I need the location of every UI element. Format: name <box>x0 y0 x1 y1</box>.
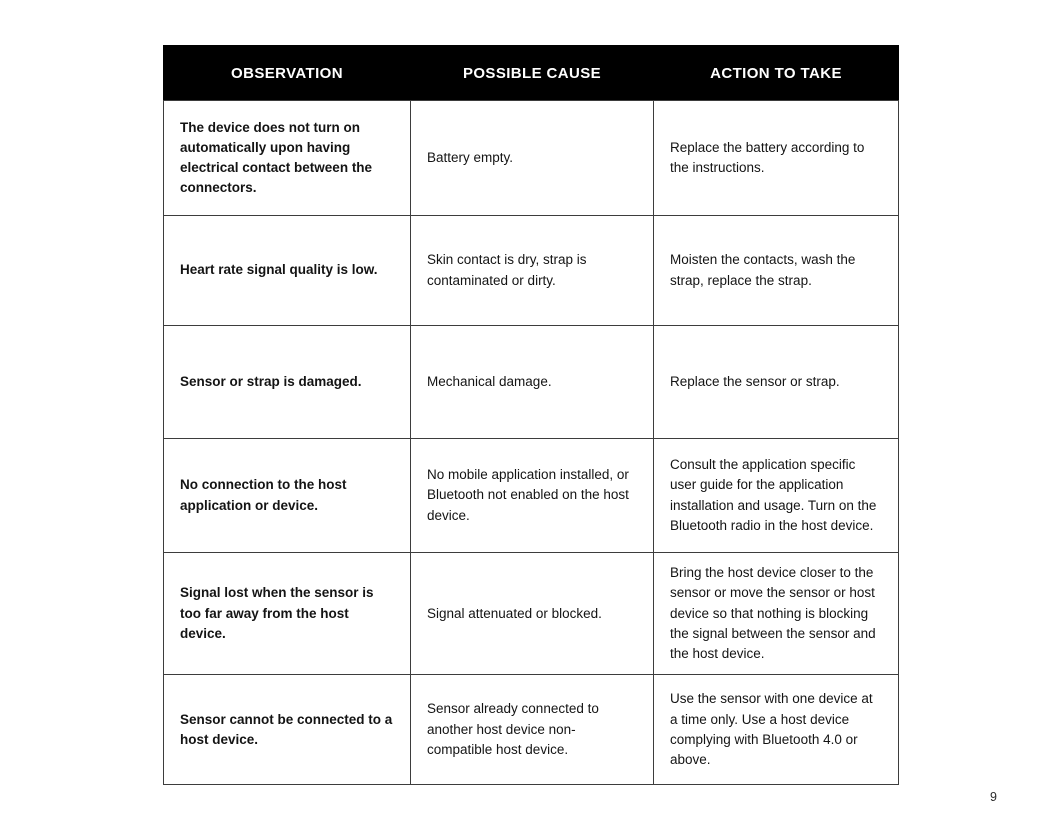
table-row <box>164 553 899 675</box>
cell-cause: Mechanical damage. <box>411 326 654 439</box>
cell-action: Replace the battery according to the instructions. <box>654 101 899 216</box>
header-possible-cause: POSSIBLE CAUSE <box>411 46 654 101</box>
header-observation: OBSERVATION <box>164 46 411 101</box>
cell-observation: Heart rate signal quality is low. <box>164 216 411 326</box>
table-row <box>164 675 899 785</box>
cell-observation: The device does not turn on automatically upon having electrical contact between the connectors. <box>164 101 411 216</box>
cell-action: Moisten the contacts, wash the strap, replace the strap. <box>654 216 899 326</box>
cell-cause: No mobile application installed, or Bluetooth not enabled on the host device. <box>411 439 654 553</box>
cell-cause: Sensor already connected to another host device non-compatible host device. <box>411 675 654 785</box>
cell-action: Consult the application specific user guide for the application installation and usage. Turn on the Bluetooth radio in the host device. <box>654 439 899 553</box>
cell-cause: Battery empty. <box>411 101 654 216</box>
cell-action: Use the sensor with one device at a time only. Use a host device complying with Bluetooth 4.0 or above. <box>654 675 899 785</box>
cell-observation: Signal lost when the sensor is too far away from the host device. <box>164 553 411 675</box>
table-row <box>164 439 899 553</box>
cell-observation: Sensor or strap is damaged. <box>164 326 411 439</box>
page-number: 9 <box>990 790 997 804</box>
table-row <box>164 101 899 216</box>
cell-action: Bring the host device closer to the sensor or move the sensor or host device so that nothing is blocking the signal between the sensor and the host device. <box>654 553 899 675</box>
table-header-row <box>164 46 899 101</box>
cell-observation: Sensor cannot be connected to a host device. <box>164 675 411 785</box>
table-row <box>164 216 899 326</box>
cell-action: Replace the sensor or strap. <box>654 326 899 439</box>
cell-observation: No connection to the host application or device. <box>164 439 411 553</box>
cell-cause: Skin contact is dry, strap is contaminated or dirty. <box>411 216 654 326</box>
troubleshooting-table <box>163 45 899 785</box>
cell-cause: Signal attenuated or blocked. <box>411 553 654 675</box>
table-row <box>164 326 899 439</box>
header-action-to-take: ACTION TO TAKE <box>654 46 899 101</box>
